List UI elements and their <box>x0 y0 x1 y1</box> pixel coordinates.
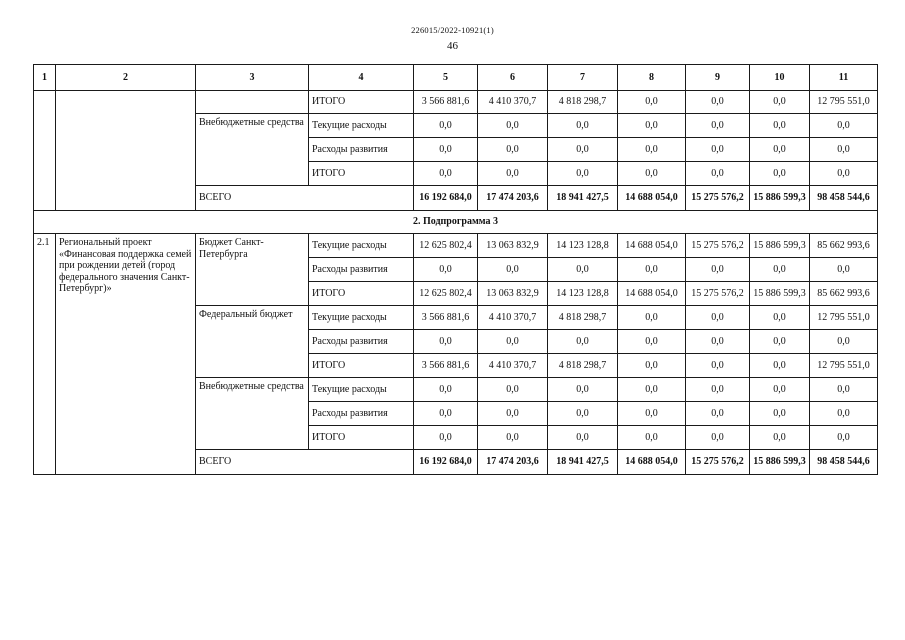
value-cell: 4 410 370,7 <box>478 354 548 378</box>
value-cell: 0,0 <box>686 258 750 282</box>
value-cell: 0,0 <box>478 426 548 450</box>
value-cell: 0,0 <box>686 91 750 114</box>
value-cell: 0,0 <box>750 138 810 162</box>
value-cell: 0,0 <box>478 258 548 282</box>
table-row <box>34 234 878 258</box>
row-label: ИТОГО <box>309 354 414 378</box>
value-cell: 15 275 576,2 <box>686 282 750 306</box>
row-label: ВСЕГО <box>196 450 414 475</box>
value-cell: 0,0 <box>810 402 878 426</box>
value-cell: 14 688 054,0 <box>618 282 686 306</box>
col-header: 8 <box>618 65 686 91</box>
header-row <box>34 65 878 91</box>
cell-empty <box>56 91 196 211</box>
value-cell: 0,0 <box>548 330 618 354</box>
value-cell: 0,0 <box>750 114 810 138</box>
value-cell: 0,0 <box>810 114 878 138</box>
value-cell: 85 662 993,6 <box>810 282 878 306</box>
value-cell: 0,0 <box>686 378 750 402</box>
value-cell: 3 566 881,6 <box>414 91 478 114</box>
col-header: 11 <box>810 65 878 91</box>
row-label: ИТОГО <box>309 426 414 450</box>
project-name: Региональный проект «Финансовая поддержка семей при рождении детей (город федерального значения Санкт-Петербург)» <box>56 234 196 475</box>
value-cell: 0,0 <box>750 426 810 450</box>
value-cell: 16 192 684,0 <box>414 450 478 475</box>
value-cell: 15 886 599,3 <box>750 450 810 475</box>
col-header: 10 <box>750 65 810 91</box>
value-cell: 98 458 544,6 <box>810 450 878 475</box>
funding-source-label: Внебюджетные средства <box>196 114 309 186</box>
value-cell: 0,0 <box>750 162 810 186</box>
value-cell: 0,0 <box>548 378 618 402</box>
value-cell: 0,0 <box>478 402 548 426</box>
value-cell: 12 625 802,4 <box>414 234 478 258</box>
value-cell: 0,0 <box>750 258 810 282</box>
value-cell: 0,0 <box>686 162 750 186</box>
value-cell: 13 063 832,9 <box>478 234 548 258</box>
value-cell: 0,0 <box>414 258 478 282</box>
value-cell: 0,0 <box>686 402 750 426</box>
value-cell: 15 275 576,2 <box>686 234 750 258</box>
row-label: Расходы развития <box>309 330 414 354</box>
value-cell: 0,0 <box>618 354 686 378</box>
value-cell: 14 123 128,8 <box>548 234 618 258</box>
section-row <box>34 211 878 234</box>
row-label: Расходы развития <box>309 138 414 162</box>
value-cell: 12 795 551,0 <box>810 91 878 114</box>
value-cell: 12 625 802,4 <box>414 282 478 306</box>
value-cell: 15 886 599,3 <box>750 234 810 258</box>
row-label: ИТОГО <box>309 282 414 306</box>
value-cell: 0,0 <box>414 114 478 138</box>
col-header: 6 <box>478 65 548 91</box>
value-cell: 0,0 <box>548 138 618 162</box>
value-cell: 0,0 <box>750 91 810 114</box>
value-cell: 0,0 <box>548 114 618 138</box>
value-cell: 0,0 <box>686 354 750 378</box>
col-header: 7 <box>548 65 618 91</box>
value-cell: 0,0 <box>810 162 878 186</box>
value-cell: 0,0 <box>414 330 478 354</box>
value-cell: 0,0 <box>618 306 686 330</box>
value-cell: 0,0 <box>618 138 686 162</box>
cell-empty <box>34 91 56 211</box>
budget-table <box>33 64 878 475</box>
value-cell: 15 275 576,2 <box>686 450 750 475</box>
row-label: Текущие расходы <box>309 378 414 402</box>
value-cell: 0,0 <box>810 378 878 402</box>
value-cell: 0,0 <box>618 378 686 402</box>
value-cell: 16 192 684,0 <box>414 186 478 211</box>
value-cell: 14 688 054,0 <box>618 234 686 258</box>
value-cell: 0,0 <box>414 378 478 402</box>
value-cell: 0,0 <box>478 330 548 354</box>
col-header: 9 <box>686 65 750 91</box>
value-cell: 4 818 298,7 <box>548 306 618 330</box>
value-cell: 0,0 <box>414 402 478 426</box>
funding-source-label: Бюджет Санкт-Петербурга <box>196 234 309 306</box>
value-cell: 0,0 <box>686 330 750 354</box>
col-header: 2 <box>56 65 196 91</box>
value-cell: 14 688 054,0 <box>618 186 686 211</box>
value-cell: 18 941 427,5 <box>548 450 618 475</box>
value-cell: 17 474 203,6 <box>478 186 548 211</box>
value-cell: 15 886 599,3 <box>750 186 810 211</box>
value-cell: 15 275 576,2 <box>686 186 750 211</box>
value-cell: 14 123 128,8 <box>548 282 618 306</box>
value-cell: 0,0 <box>750 306 810 330</box>
value-cell: 0,0 <box>750 330 810 354</box>
value-cell: 0,0 <box>478 114 548 138</box>
value-cell: 0,0 <box>686 426 750 450</box>
funding-source-label: Внебюджетные средства <box>196 378 309 450</box>
value-cell: 85 662 993,6 <box>810 234 878 258</box>
value-cell: 0,0 <box>618 330 686 354</box>
col-header: 1 <box>34 65 56 91</box>
row-label: Текущие расходы <box>309 114 414 138</box>
value-cell: 98 458 544,6 <box>810 186 878 211</box>
value-cell: 0,0 <box>478 138 548 162</box>
project-number: 2.1 <box>34 234 56 475</box>
value-cell: 0,0 <box>810 258 878 282</box>
row-label: Текущие расходы <box>309 234 414 258</box>
value-cell: 0,0 <box>686 138 750 162</box>
value-cell: 0,0 <box>548 258 618 282</box>
row-label: ИТОГО <box>309 162 414 186</box>
document-id: 226015/2022-10921(1) <box>411 25 494 35</box>
row-label: ВСЕГО <box>196 186 414 211</box>
value-cell: 0,0 <box>478 162 548 186</box>
row-label: Текущие расходы <box>309 306 414 330</box>
funding-source-label: Федеральный бюджет <box>196 306 309 378</box>
value-cell: 0,0 <box>414 162 478 186</box>
value-cell: 4 410 370,7 <box>478 91 548 114</box>
value-cell: 0,0 <box>618 258 686 282</box>
page-number: 46 <box>447 40 458 52</box>
col-header: 5 <box>414 65 478 91</box>
cell-empty <box>196 91 309 114</box>
value-cell: 0,0 <box>414 426 478 450</box>
value-cell: 0,0 <box>686 114 750 138</box>
value-cell: 0,0 <box>810 330 878 354</box>
row-label: Расходы развития <box>309 258 414 282</box>
value-cell: 18 941 427,5 <box>548 186 618 211</box>
col-header: 3 <box>196 65 309 91</box>
value-cell: 0,0 <box>750 354 810 378</box>
value-cell: 0,0 <box>548 402 618 426</box>
value-cell: 3 566 881,6 <box>414 306 478 330</box>
value-cell: 0,0 <box>478 378 548 402</box>
col-header: 4 <box>309 65 414 91</box>
value-cell: 14 688 054,0 <box>618 450 686 475</box>
row-label: Расходы развития <box>309 402 414 426</box>
value-cell: 4 818 298,7 <box>548 354 618 378</box>
value-cell: 4 410 370,7 <box>478 306 548 330</box>
value-cell: 0,0 <box>686 306 750 330</box>
value-cell: 12 795 551,0 <box>810 354 878 378</box>
value-cell: 0,0 <box>414 138 478 162</box>
value-cell: 3 566 881,6 <box>414 354 478 378</box>
value-cell: 0,0 <box>548 162 618 186</box>
value-cell: 4 818 298,7 <box>548 91 618 114</box>
value-cell: 0,0 <box>750 402 810 426</box>
table-row <box>34 91 878 114</box>
value-cell: 0,0 <box>618 91 686 114</box>
value-cell: 0,0 <box>810 138 878 162</box>
value-cell: 17 474 203,6 <box>478 450 548 475</box>
section-title: 2. Подпрограмма 3 <box>34 211 878 234</box>
value-cell: 0,0 <box>618 426 686 450</box>
value-cell: 0,0 <box>618 402 686 426</box>
value-cell: 12 795 551,0 <box>810 306 878 330</box>
row-label: ИТОГО <box>309 91 414 114</box>
value-cell: 0,0 <box>810 426 878 450</box>
value-cell: 0,0 <box>618 114 686 138</box>
value-cell: 0,0 <box>750 378 810 402</box>
value-cell: 0,0 <box>618 162 686 186</box>
value-cell: 13 063 832,9 <box>478 282 548 306</box>
value-cell: 0,0 <box>548 426 618 450</box>
value-cell: 15 886 599,3 <box>750 282 810 306</box>
